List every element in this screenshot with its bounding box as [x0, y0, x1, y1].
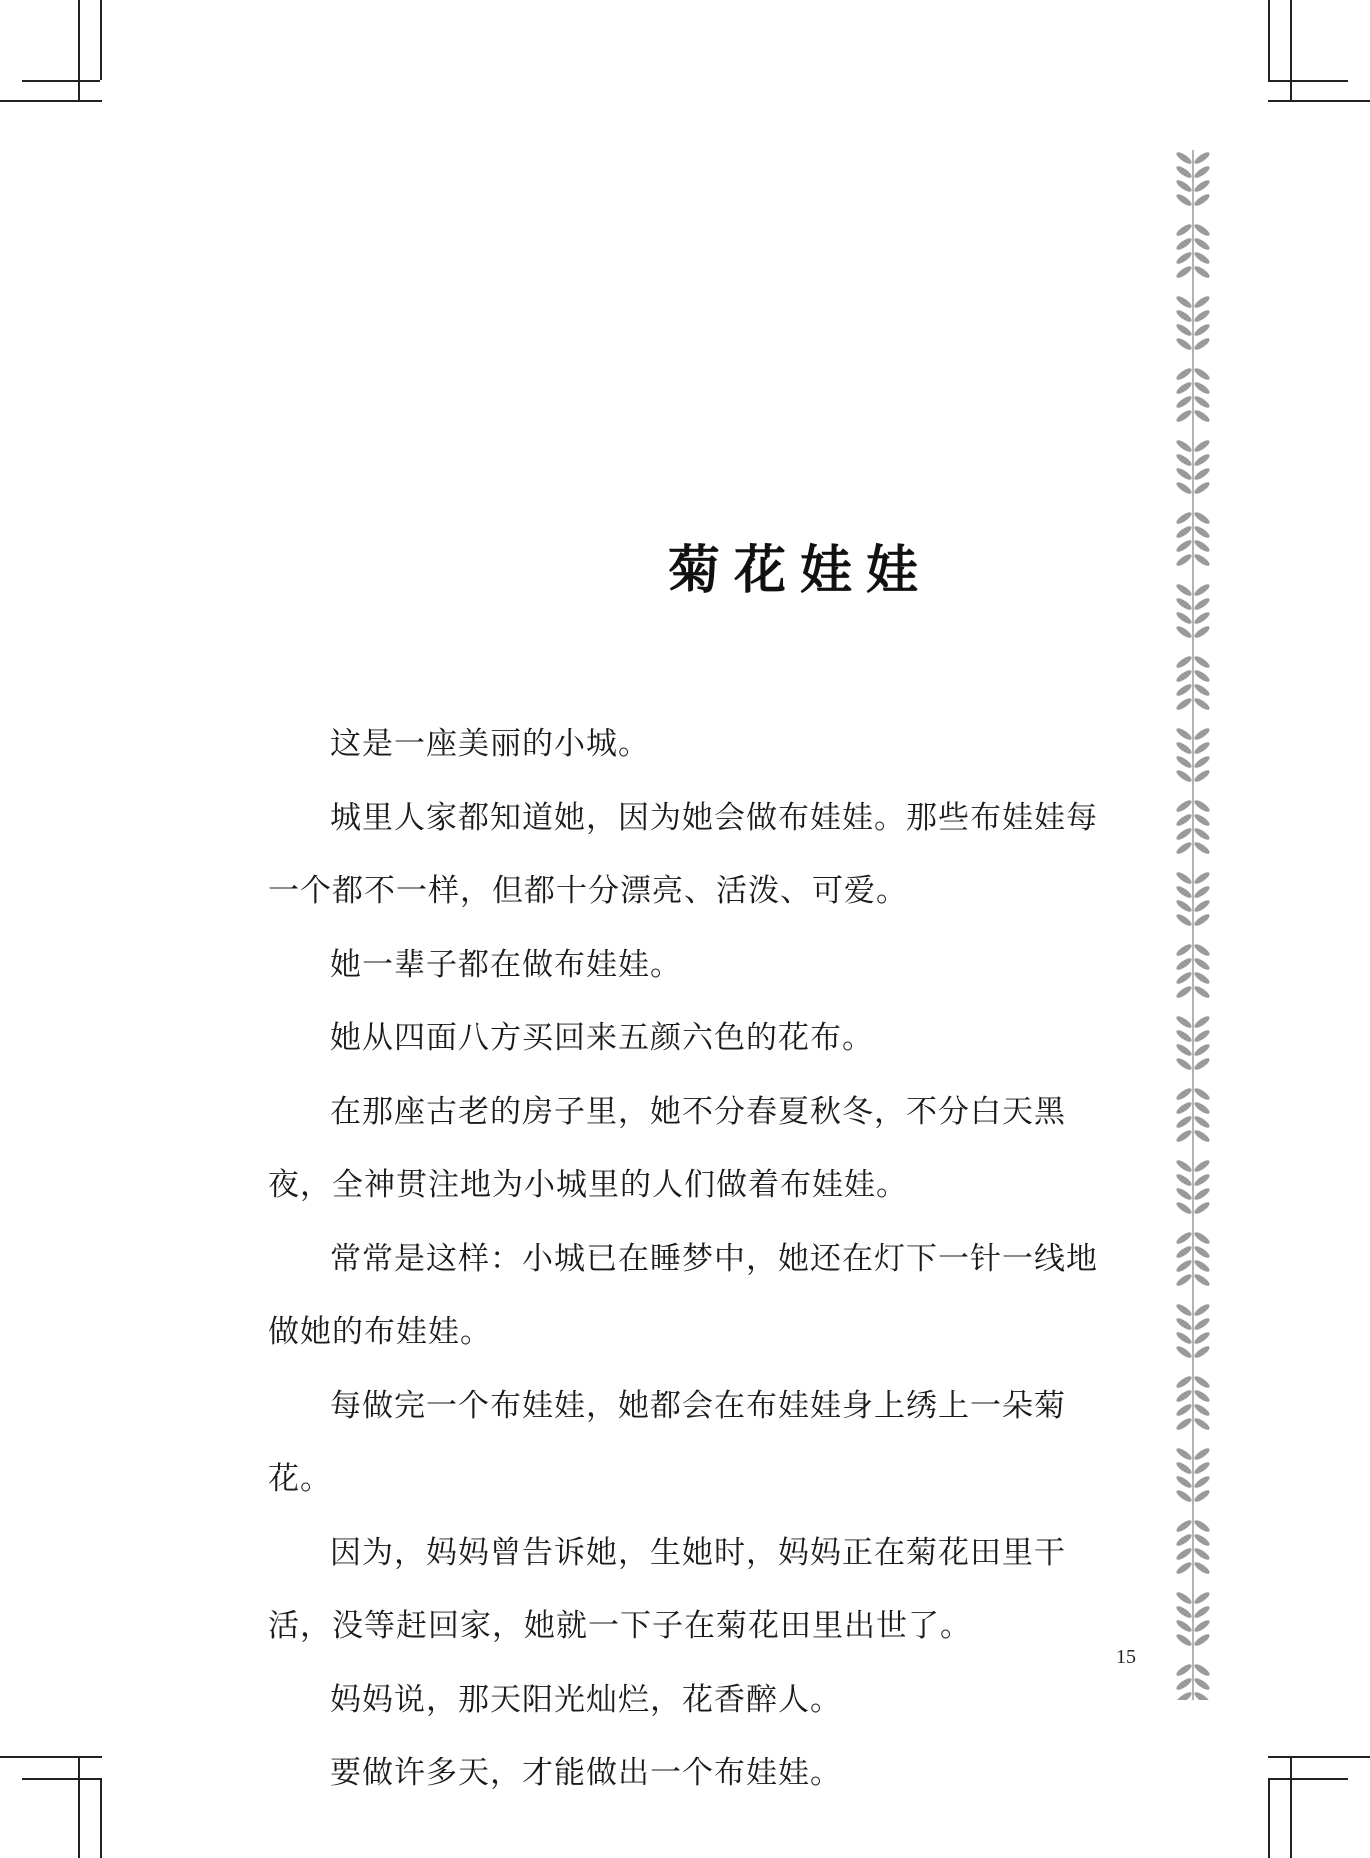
- leaf: [1193, 1590, 1211, 1606]
- paragraph: 这是一座美丽的小城。: [330, 726, 650, 762]
- leaf: [1193, 1042, 1211, 1058]
- leaf: [1193, 840, 1211, 856]
- leaf: [1193, 1200, 1211, 1216]
- leaf: [1175, 1532, 1193, 1548]
- leaf: [1175, 812, 1193, 828]
- crop-mark-bottom-left-h2: [0, 1756, 102, 1758]
- leaf: [1193, 294, 1211, 310]
- paragraph: 常常是这样：小城已在睡梦中，她还在灯下一针一线地做她的布娃娃。: [268, 1240, 1098, 1350]
- leaf: [1193, 970, 1211, 986]
- leaf: [1175, 336, 1193, 352]
- leaf: [1175, 1114, 1193, 1130]
- leaf: [1193, 178, 1211, 194]
- paragraph: 她一辈子都在做布娃娃。: [330, 946, 682, 983]
- leaf: [1175, 1086, 1193, 1102]
- leaf: [1175, 510, 1193, 526]
- leaf: [1175, 394, 1193, 410]
- leaf: [1175, 798, 1193, 814]
- leaf: [1193, 1604, 1211, 1620]
- leaf: [1193, 222, 1211, 238]
- leaf: [1175, 150, 1193, 166]
- leaf: [1175, 366, 1193, 382]
- leaf: [1193, 1488, 1211, 1504]
- leaf: [1175, 682, 1193, 698]
- leaf: [1175, 1460, 1193, 1476]
- leaf: [1175, 1676, 1193, 1692]
- crop-mark-top-right-v2: [1290, 0, 1292, 100]
- leaf: [1193, 264, 1211, 280]
- leaf: [1175, 466, 1193, 482]
- leaf: [1175, 1330, 1193, 1346]
- leaf: [1175, 884, 1193, 900]
- leaf: [1175, 826, 1193, 842]
- leaf: [1193, 1302, 1211, 1318]
- crop-mark-top-left-v: [100, 0, 102, 80]
- leaf: [1175, 452, 1193, 468]
- leaf: [1175, 1632, 1193, 1648]
- leaf: [1175, 380, 1193, 396]
- crop-mark-bottom-left-h: [22, 1778, 100, 1780]
- crop-mark-top-right-h: [1268, 80, 1348, 82]
- leaf: [1193, 1128, 1211, 1144]
- leaf: [1175, 438, 1193, 454]
- leaf: [1193, 336, 1211, 352]
- leaf: [1193, 1460, 1211, 1476]
- leaf: [1193, 624, 1211, 640]
- paragraph: 每做完一个布娃娃，她都会在布娃娃身上绣上一朵菊花。: [268, 1387, 1066, 1497]
- leaf: [1193, 1374, 1211, 1390]
- crop-mark-top-right-v: [1268, 0, 1270, 80]
- leaf: [1175, 308, 1193, 324]
- leaf: [1193, 1446, 1211, 1462]
- leaf: [1175, 1374, 1193, 1390]
- leaf: [1193, 480, 1211, 496]
- leaf: [1175, 1316, 1193, 1332]
- leaf: [1193, 1532, 1211, 1548]
- leaf: [1193, 740, 1211, 756]
- leaf: [1175, 870, 1193, 886]
- paragraph: 在那座古老的房子里，她不分春夏秋冬，不分白天黑夜，全神贯注地为小城里的人们做着布娃娃。: [268, 1093, 1066, 1203]
- paragraph: 她从四面八方买回来五颜六色的花布。: [330, 1020, 874, 1056]
- leaf: [1175, 754, 1193, 770]
- leaf: [1193, 1344, 1211, 1360]
- leaf: [1193, 150, 1211, 166]
- leaf: [1175, 1014, 1193, 1030]
- leaf: [1193, 466, 1211, 482]
- leaf: [1175, 1272, 1193, 1288]
- leaf: [1193, 394, 1211, 410]
- crop-mark-top-left-h2: [0, 100, 102, 102]
- leaf: [1193, 1272, 1211, 1288]
- leaf: [1175, 1042, 1193, 1058]
- leaf: [1175, 250, 1193, 266]
- leaf: [1175, 480, 1193, 496]
- leaf: [1193, 984, 1211, 1000]
- leaf: [1193, 682, 1211, 698]
- leaf: [1193, 898, 1211, 914]
- leaf: [1175, 1186, 1193, 1202]
- leaf: [1193, 1056, 1211, 1072]
- leaf: [1175, 178, 1193, 194]
- crop-mark-top-left-v2: [78, 0, 80, 100]
- leaf: [1175, 222, 1193, 238]
- leaf: [1175, 1200, 1193, 1216]
- leaf: [1193, 1230, 1211, 1246]
- leaf: [1193, 912, 1211, 928]
- leaf: [1175, 970, 1193, 986]
- leaf: [1175, 768, 1193, 784]
- leaf: [1175, 1488, 1193, 1504]
- leaf: [1193, 1618, 1211, 1634]
- leaf: [1175, 668, 1193, 684]
- leaf: [1193, 366, 1211, 382]
- paragraph: 妈妈说，那天阳光灿烂，花香醉人。: [330, 1681, 842, 1718]
- leaf: [1175, 1518, 1193, 1534]
- leaf: [1193, 438, 1211, 454]
- leaf: [1193, 1258, 1211, 1274]
- leaf: [1175, 322, 1193, 338]
- leaf: [1175, 264, 1193, 280]
- leaf: [1193, 1690, 1211, 1700]
- leaf: [1193, 798, 1211, 814]
- leaf: [1175, 624, 1193, 640]
- leaf: [1193, 452, 1211, 468]
- leaf: [1175, 1416, 1193, 1432]
- leaf: [1175, 408, 1193, 424]
- crop-mark-bottom-right-v2: [1290, 1758, 1292, 1858]
- leaf: [1175, 1056, 1193, 1072]
- leaf: [1193, 1402, 1211, 1418]
- leaf: [1175, 1230, 1193, 1246]
- leaf: [1193, 408, 1211, 424]
- leaf-vine-ornament: [1168, 150, 1218, 1700]
- leaf: [1175, 984, 1193, 1000]
- leaf: [1175, 654, 1193, 670]
- leaf: [1193, 696, 1211, 712]
- leaf: [1193, 1100, 1211, 1116]
- leaf: [1193, 322, 1211, 338]
- leaf: [1193, 308, 1211, 324]
- leaf: [1175, 696, 1193, 712]
- leaf: [1175, 1690, 1193, 1700]
- leaf: [1175, 1158, 1193, 1174]
- leaf: [1193, 668, 1211, 684]
- leaf: [1175, 726, 1193, 742]
- leaf: [1193, 956, 1211, 972]
- crop-mark-bottom-left-v2: [78, 1758, 80, 1858]
- leaf: [1193, 768, 1211, 784]
- crop-mark-top-left-h: [22, 80, 100, 82]
- leaf: [1175, 192, 1193, 208]
- leaf: [1193, 192, 1211, 208]
- leaf: [1175, 164, 1193, 180]
- leaf: [1193, 1244, 1211, 1260]
- paragraph: 要做许多天，才能做出一个布娃娃。: [330, 1755, 842, 1791]
- leaf: [1175, 1302, 1193, 1318]
- leaf: [1193, 1560, 1211, 1576]
- leaf: [1175, 942, 1193, 958]
- leaf: [1193, 1662, 1211, 1678]
- leaf: [1175, 1662, 1193, 1678]
- leaf: [1193, 884, 1211, 900]
- paragraph: 因为，妈妈曾告诉她，生她时，妈妈正在菊花田里干活，没等赶回家，她就一下子在菊花田里出世了。: [268, 1534, 1066, 1644]
- leaf: [1175, 840, 1193, 856]
- leaf: [1193, 250, 1211, 266]
- leaf: [1193, 1014, 1211, 1030]
- leaf: [1193, 1632, 1211, 1648]
- leaf: [1175, 1618, 1193, 1634]
- leaf: [1193, 1330, 1211, 1346]
- leaf: [1193, 1028, 1211, 1044]
- leaf: [1193, 1546, 1211, 1562]
- leaf: [1175, 1100, 1193, 1116]
- leaf: [1175, 1446, 1193, 1462]
- leaf: [1193, 1518, 1211, 1534]
- leaf: [1193, 380, 1211, 396]
- crop-mark-bottom-right-h: [1268, 1778, 1348, 1780]
- leaf: [1193, 1186, 1211, 1202]
- leaf: [1193, 654, 1211, 670]
- leaf: [1175, 294, 1193, 310]
- leaf: [1175, 236, 1193, 252]
- paragraph: 城里人家都知道她，因为她会做布娃娃。那些布娃娃每一个都不一样，但都十分漂亮、活泼、可爱。: [268, 799, 1098, 909]
- leaf: [1193, 1474, 1211, 1490]
- leaf: [1193, 1086, 1211, 1102]
- leaf: [1175, 956, 1193, 972]
- leaf: [1193, 610, 1211, 626]
- leaf: [1175, 1604, 1193, 1620]
- leaf: [1193, 1316, 1211, 1332]
- leaf: [1193, 870, 1211, 886]
- crop-mark-bottom-right-v: [1268, 1778, 1270, 1858]
- leaf: [1193, 164, 1211, 180]
- leaf: [1175, 1028, 1193, 1044]
- leaf: [1193, 1158, 1211, 1174]
- page-number: 15: [1116, 1646, 1136, 1668]
- leaf: [1193, 1676, 1211, 1692]
- leaf: [1175, 1344, 1193, 1360]
- leaf: [1193, 1172, 1211, 1188]
- body-text: [268, 708, 1128, 1811]
- crop-mark-top-right-h2: [1268, 100, 1370, 102]
- leaf: [1193, 1388, 1211, 1404]
- leaf: [1175, 1388, 1193, 1404]
- leaf: [1175, 1474, 1193, 1490]
- leaf: [1175, 1244, 1193, 1260]
- leaf: [1193, 1416, 1211, 1432]
- leaf: [1193, 812, 1211, 828]
- leaf: [1193, 510, 1211, 526]
- leaf: [1175, 1560, 1193, 1576]
- leaf: [1175, 1128, 1193, 1144]
- chapter-title: 菊花娃娃: [667, 540, 932, 601]
- leaf: [1175, 1258, 1193, 1274]
- leaf: [1175, 610, 1193, 626]
- leaf: [1175, 1590, 1193, 1606]
- leaf: [1175, 1402, 1193, 1418]
- leaf: [1175, 1172, 1193, 1188]
- leaf: [1193, 726, 1211, 742]
- leaf: [1175, 1546, 1193, 1562]
- crop-mark-bottom-right-h2: [1268, 1756, 1370, 1758]
- leaf: [1175, 898, 1193, 914]
- leaf: [1193, 942, 1211, 958]
- leaf: [1175, 740, 1193, 756]
- leaf: [1193, 236, 1211, 252]
- leaf: [1193, 754, 1211, 770]
- leaf: [1193, 1114, 1211, 1130]
- leaf: [1175, 912, 1193, 928]
- leaf: [1193, 826, 1211, 842]
- crop-mark-bottom-left-v: [100, 1778, 102, 1858]
